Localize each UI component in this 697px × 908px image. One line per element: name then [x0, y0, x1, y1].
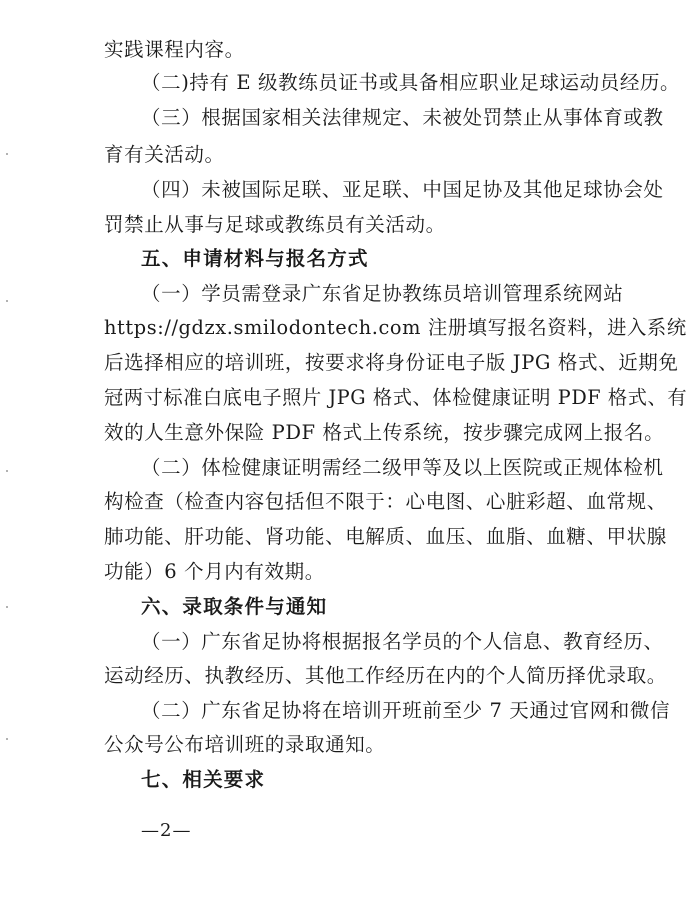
text-line: （二)持有 E 级教练员证书或具备相应职业足球运动员经历。 [141, 71, 681, 94]
text-line: 育有关活动。 [104, 143, 225, 166]
text-line: （二）广东省足协将在培训开班前至少 7 天通过官网和微信 [141, 699, 671, 722]
text-line: 运动经历、执教经历、其他工作经历在内的个人简历择优录取。 [104, 664, 667, 687]
page-number: —2— [141, 820, 192, 841]
scan-mark [6, 738, 8, 740]
text-line: 肺功能、肝功能、肾功能、电解质、血压、血脂、血糖、甲状腺 [104, 525, 667, 548]
text-line: 公众号公布培训班的录取通知。 [104, 733, 386, 756]
text-line: 功能）6 个月内有效期。 [104, 560, 325, 583]
text-line: 罚禁止从事与足球或教练员有关活动。 [104, 213, 446, 236]
text-line: 后选择相应的培训班，按要求将身份证电子版 JPG 格式、近期免 [104, 351, 679, 374]
text-line: （二）体检健康证明需经二级甲等及以上医院或正规体检机 [141, 456, 664, 479]
scan-mark [6, 470, 8, 472]
text-line: 效的人生意外保险 PDF 格式上传系统，按步骤完成网上报名。 [104, 421, 665, 444]
section-heading-6: 六、录取条件与通知 [141, 595, 328, 618]
text-line-url: https://gdzx.smilodontech.com 注册填写报名资料，进入系统 [104, 316, 687, 339]
text-line: 冠两寸标准白底电子照片 JPG 格式、体检健康证明 PDF 格式、有 [104, 386, 688, 409]
text-line: 构检查（检查内容包括但不限于：心电图、心脏彩超、血常规、 [104, 490, 667, 513]
text-line: （三）根据国家相关法律规定、未被处罚禁止从事体育或教 [141, 106, 664, 129]
text-line: 实践课程内容。 [104, 38, 245, 61]
section-heading-7: 七、相关要求 [141, 768, 266, 791]
text-line: （一）学员需登录广东省足协教练员培训管理系统网站 [141, 282, 624, 305]
scan-mark [6, 606, 8, 608]
scan-mark [6, 153, 8, 155]
section-heading-5: 五、申请材料与报名方式 [141, 247, 369, 270]
scan-mark [6, 300, 8, 302]
text-line: （四）未被国际足联、亚足联、中国足协及其他足球协会处 [141, 178, 664, 201]
text-line: （一）广东省足协将根据报名学员的个人信息、教育经历、 [141, 630, 664, 653]
